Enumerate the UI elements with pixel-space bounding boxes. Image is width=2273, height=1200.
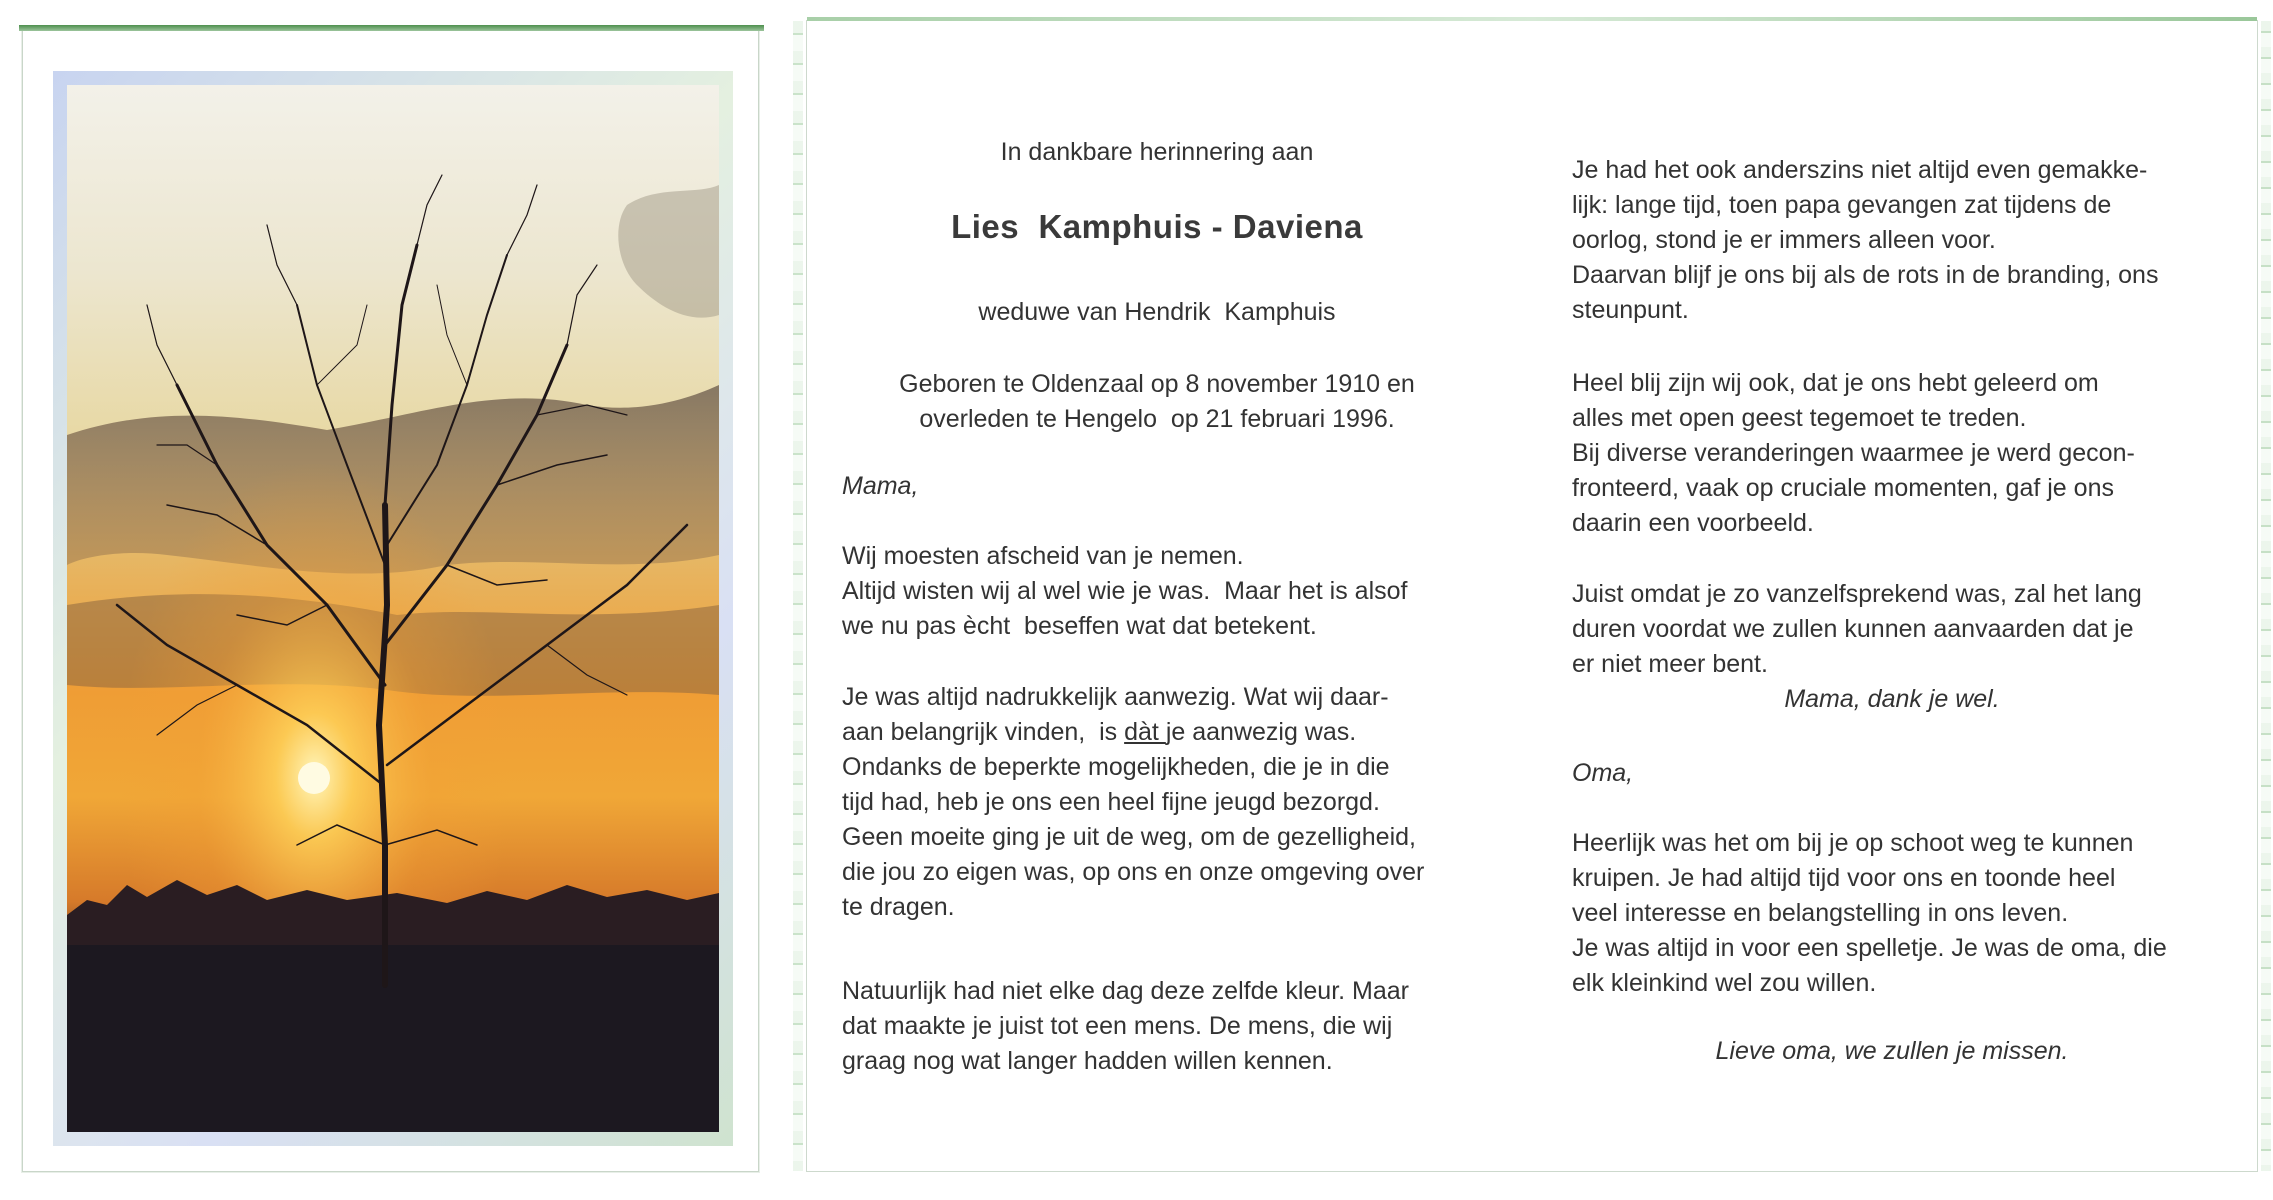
text-fragment: aan belangrijk vinden, is xyxy=(842,718,1125,746)
text-line: Je had het ook anderszins niet altijd even gemakke- xyxy=(1572,156,2148,184)
in-memory-heading: In dankbare herinnering aan xyxy=(1000,138,1314,166)
text-line: er niet meer bent. xyxy=(1572,650,1768,678)
text-line: Wij moesten afscheid van je nemen. xyxy=(842,542,1244,570)
birth-death-dates xyxy=(842,367,1472,437)
text-line: Je was altijd in voor een spelletje. Je was de oma, die xyxy=(1572,934,2167,962)
text-line: Juist omdat je zo vanzelfsprekend was, zal het lang xyxy=(1572,580,2142,608)
birth-line: Geboren te Oldenzaal op 8 november 1910 en xyxy=(899,370,1415,398)
paragraph-oma xyxy=(1572,826,2212,1001)
oma-salutation: Oma, xyxy=(1572,759,1634,787)
text-line: Heel blij zijn wij ook, dat je ons hebt geleerd om xyxy=(1572,369,2099,397)
text-line: duren voordat we zullen kunnen aanvaarden dat je xyxy=(1572,615,2134,643)
paragraph-gemakkelijk xyxy=(1572,153,2212,328)
text-line: fronteerd, vaak op cruciale momenten, gaf je ons xyxy=(1572,474,2114,502)
text-line: Je was altijd nadrukkelijk aanwezig. Wat wij daar- xyxy=(842,683,1389,711)
text-line: Daarvan blijf je ons bij als de rots in de branding, ons xyxy=(1572,261,2159,289)
text-line: lijk: lange tijd, toen papa gevangen zat tijdens de xyxy=(1572,191,2112,219)
text-line: Altijd wisten wij al wel wie je was. Maar het is alsof xyxy=(842,577,1408,605)
photo-frame xyxy=(53,71,733,1146)
photo-card xyxy=(22,30,759,1172)
text-line: veel interesse en belangstelling in ons leven. xyxy=(1572,899,2069,927)
widow-of-line: weduwe van Hendrik Kamphuis xyxy=(978,298,1336,326)
text-line: Ondanks de beperkte mogelijkheden, die je in die xyxy=(842,753,1390,781)
text-line: elk kleinkind wel zou willen. xyxy=(1572,969,1877,997)
text-line: te dragen. xyxy=(842,893,955,921)
paragraph-aanwezig xyxy=(842,680,1472,925)
paragraph-kleur xyxy=(842,974,1472,1079)
text-line: steunpunt. xyxy=(1572,296,1689,324)
paragraph-open-geest xyxy=(1572,366,2212,541)
text-line: dat maakte je juist tot een mens. De mens, die wij xyxy=(842,1012,1393,1040)
text-line: Geen moeite ging je uit de weg, om de gezelligheid, xyxy=(842,823,1416,851)
oma-closing: Lieve oma, we zullen je missen. xyxy=(1715,1037,2069,1065)
card-right-edge xyxy=(2261,21,2271,1171)
sunset-tree-photo xyxy=(67,85,719,1132)
card-top-edge xyxy=(807,17,2257,21)
text-line: Natuurlijk had niet elke dag deze zelfde kleur. Maar xyxy=(842,977,1409,1005)
text-line: graag nog wat langer hadden willen kennen. xyxy=(842,1047,1333,1075)
paragraph-afscheid xyxy=(842,539,1472,644)
text-line: daarin een voorbeeld. xyxy=(1572,509,1814,537)
deceased-name: Lies Kamphuis - Daviena xyxy=(951,208,1363,245)
text-line: tijd had, heb je ons een heel fijne jeugd bezorgd. xyxy=(842,788,1380,816)
underlined-emphasis: dàt xyxy=(1124,718,1166,746)
text-line: oorlog, stond je er immers alleen voor. xyxy=(1572,226,1996,254)
text-line: Bij diverse veranderingen waarmee je werd gecon- xyxy=(1572,439,2135,467)
text-line: alles met open geest tegemoet te treden. xyxy=(1572,404,2027,432)
text-fragment: je aanwezig was. xyxy=(1165,718,1357,746)
paragraph-vanzelfsprekend xyxy=(1572,577,2212,682)
mama-closing: Mama, dank je wel. xyxy=(1784,685,2000,713)
text-line xyxy=(842,715,1472,750)
text-card xyxy=(806,20,2258,1172)
text-line: die jou zo eigen was, op ons en onze omgeving over xyxy=(842,858,1425,886)
mama-salutation: Mama, xyxy=(842,472,919,500)
text-line: Heerlijk was het om bij je op schoot weg te kunnen xyxy=(1572,829,2134,857)
text-line: we nu pas ècht beseffen wat dat betekent. xyxy=(842,612,1317,640)
card-left-edge xyxy=(793,21,803,1171)
death-line: overleden te Hengelo op 21 februari 1996. xyxy=(919,405,1395,433)
card-top-edge xyxy=(19,25,764,31)
text-line: kruipen. Je had altijd tijd voor ons en toonde heel xyxy=(1572,864,2116,892)
